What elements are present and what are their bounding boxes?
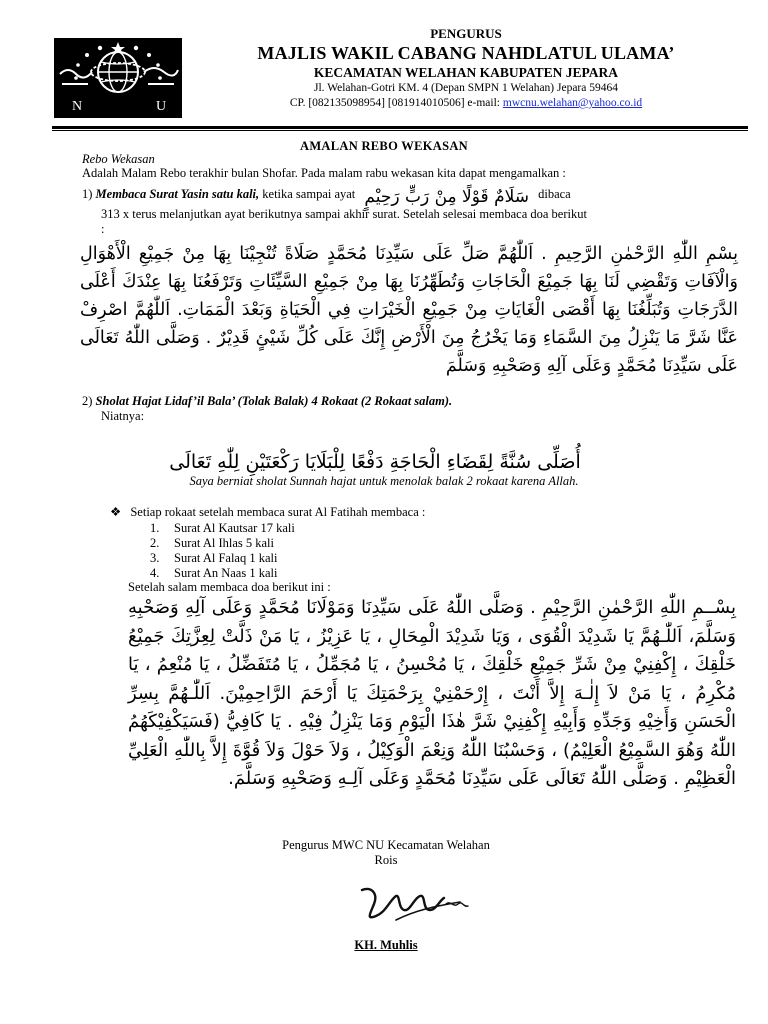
item1-bold: Membaca Surat Yasin satu kali, (95, 187, 260, 201)
letterhead-region: KECAMATAN WELAHAN KABUPATEN JEPARA (313, 65, 619, 80)
letterhead-contact (196, 96, 736, 111)
diamond-bullet-icon: ❖ (110, 505, 122, 519)
arabic-doa-1: بِسْمِ اللّٰهِ الرَّحْمٰنِ الرَّحِيمِ . اَللّٰهُمَّ صَلِّ عَلَى سَيِّدِنَا مُحَمَّدٍ صَلَاةً تُنْجِيْنَا بِهَا مِنْ جَمِيْعِ الْأَهْوَالِ وَالْآفَاتِ وَتَقْضِي لَنَا بِهَا جَمِيْعَ الْحَاجَاتِ وَتُطَهِّرُنَا بِهَا مِنْ جَمِيْعِ السَّيِّئَاتِ وَتَرْفَعُنَا بِهَا عِنْدَكَ أَعْلَى الدَّرَجَاتِ وَتُبَلِّغُنَا بِهَا أَقْصَى الْغَايَاتِ مِنْ جَمِيْعِ الْخَيْرَاتِ فِي الْحَيَاةِ وَبَعْدَ الْمَمَاتِ. اَللّٰهُمَّ اصْرِفْ عَنَّا شَرَّ مَا يَنْزِلُ مِنَ السَّمَاءِ وَمَا يَخْرُجُ مِنَ الْأَرْضِ إِنَّكَ عَلَى كُلِّ شَيْئٍ قَدِيْرٌ . وَصَلَّى اللّٰهُ تَعَالَى عَلَى سَيِّدِنَا مُحَمَّدٍ وَعَلَى آلِهِ وَصَحْبِهِ وَسَلَّمَ (80, 244, 738, 376)
document-title: AMALAN REBO WEKASAN (300, 139, 468, 153)
list-number: 1. (150, 521, 160, 535)
bullet-line (110, 505, 425, 520)
item1-line2: 313 x terus melanjutkan ayat berikutnya sampai akhir surat. Setelah selesai membaca doa berikut (101, 207, 587, 221)
list-text: Surat An Naas 1 kali (174, 566, 278, 580)
email-link[interactable]: mwcnu.welahan@yahoo.co.id (502, 97, 643, 109)
letterhead-org-name: MAJLIS WAKIL CABANG NAHDLATUL ULAMA’ (257, 43, 675, 63)
list-number: 3. (150, 551, 160, 565)
item1-line (82, 187, 571, 205)
list-text: Surat Al Kautsar 17 kali (174, 521, 295, 535)
list-number: 4. (150, 566, 160, 580)
nu-globe-emblem-icon (54, 38, 182, 118)
letterhead-pengurus: PENGURUS (430, 26, 502, 41)
logo-letter-n: N (72, 99, 83, 114)
list-item (150, 521, 295, 536)
list-item (150, 536, 274, 551)
list-item (150, 566, 278, 581)
nu-logo (54, 38, 182, 118)
niat-label: Niatnya: (101, 409, 145, 423)
list-text: Surat Al Falaq 1 kali (174, 551, 278, 565)
item2-bold: Sholat Hajat Lidaf’il Bala’ (Tolak Balak) 4 Rokaat (2 Rokaat salam). (95, 394, 453, 408)
footer-org: Pengurus MWC NU Kecamatan Welahan (282, 838, 490, 852)
footer-role: Rois (374, 853, 398, 867)
item1-number: 1) (82, 187, 93, 201)
item2-line (82, 394, 452, 409)
list-text: Surat Al Ihlas 5 kali (174, 536, 274, 550)
contact-phones: CP. [082135098954] [081914010506] e-mail: (289, 97, 503, 109)
item2-number: 2) (82, 394, 93, 408)
letterhead-address: Jl. Welahan-Gotri KM. 4 (Depan SMPN 1 Welahan) Jepara 59464 (313, 82, 618, 94)
document-subtitle: Rebo Wekasan (82, 152, 155, 166)
letterhead-rule-thin (52, 130, 748, 131)
handwritten-signature-icon (356, 880, 476, 928)
logo-letter-u: U (156, 99, 167, 114)
bullet-text: Setiap rokaat setelah membaca surat Al Fatihah membaca : (130, 505, 426, 519)
item1-text: ketika sampai ayat (259, 187, 359, 201)
item1-after: dibaca (534, 187, 571, 201)
arabic-doa-2: بِسْــمِ اللّٰهِ الرَّحْمٰنِ الرَّحِيْمِ . وَصَلَّى اللّٰهُ عَلَى سَيِّدِنَا وَمَوْلَانَا مُحَمَّدٍ وَعَلَى آلِهِ وَصَحْبِهِ وَسَلَّمَ، اَللّٰـهُمَّ يَا شَدِيْدَ الْقُوَى ، وَيَا شَدِيْدَ الْمِحَالِ ، يَا عَزِيْزُ ، يَا مَنْ ذَلَّتْ لِعِزَّتِكَ جَمِيْعُ خَلْقِكَ ، إِكْفِنِيْ مِنْ شَرِّ جَمِيْعِ خَلْقِكَ ، يَا مُحْسِنُ ، يَا مُجَمِّلُ ، يَا مُتَفَضِّلُ ، يَا مُنْعِمُ ، يَا مُكْرِمُ ، يَا مَنْ لاَ إِلٰـهَ إِلاَّ أَنْتَ ، إِرْحَمْنِيْ بِرَحْمَتِكَ يَا أَرْحَمَ الرَّاحِمِيْنَ. اَللّٰـهُمَّ بِسِرِّ الْحَسَنِ وَأَخِيْهِ وَجَدِّهِ وَأَبِيْهِ إِكْفِنِيْ شَرَّ هٰذَا الْيَوْمِ وَمَا يَنْزِلُ فِيْهِ . يَا كَافِيُّ (فَسَيَكْفِيْكَهُمُ اللّٰهُ وَهُوَ السَّمِيْعُ الْعَلِيْمُ) ، وَحَسْبُنَا اللّٰهُ وَنِعْمَ الْوَكِيْلُ ، وَلاَ حَوْلَ وَلاَ قُوَّةَ إِلاَّ بِاللّٰهِ الْعَلِيِّ الْعَظِيْمِ . وَصَلَّى اللّٰهُ تَعَالَى عَلَى سَيِّدِنَا مُحَمَّدٍ وَعَلَى آلِـهِ وَصَحْبِهِ وَسَلَّمَ. (128, 597, 736, 789)
list-number: 2. (150, 536, 160, 550)
letterhead-rule-thick (52, 126, 748, 129)
after-salam-text: Setelah salam membaca doa berikut ini : (128, 580, 331, 594)
arabic-niat: أُصَلِّى سُنَّةً لِقَضَاءِ الْحَاجَةِ دَفْعًا لِلْبَلَايَا رَكْعَتَيْنِ لِلّٰهِ تَعَالَى (169, 451, 581, 473)
intro-paragraph: Adalah Malam Rebo terakhir bulan Shofar. Pada malam rabu wekasan kita dapat mengamalkan : (82, 166, 566, 180)
list-item (150, 551, 278, 566)
signatory-name: KH. Muhlis (354, 938, 418, 952)
letterhead (196, 26, 736, 111)
niat-translation: Saya berniat sholat Sunnah hajat untuk menolak balak 2 rokaat karena Allah. (189, 474, 579, 488)
item1-line3: : (101, 222, 105, 236)
item1-arabic-ayat: سَلَامٌ قَوْلًا مِنْ رَبٍّ رَحِيْمٍ (364, 187, 529, 207)
